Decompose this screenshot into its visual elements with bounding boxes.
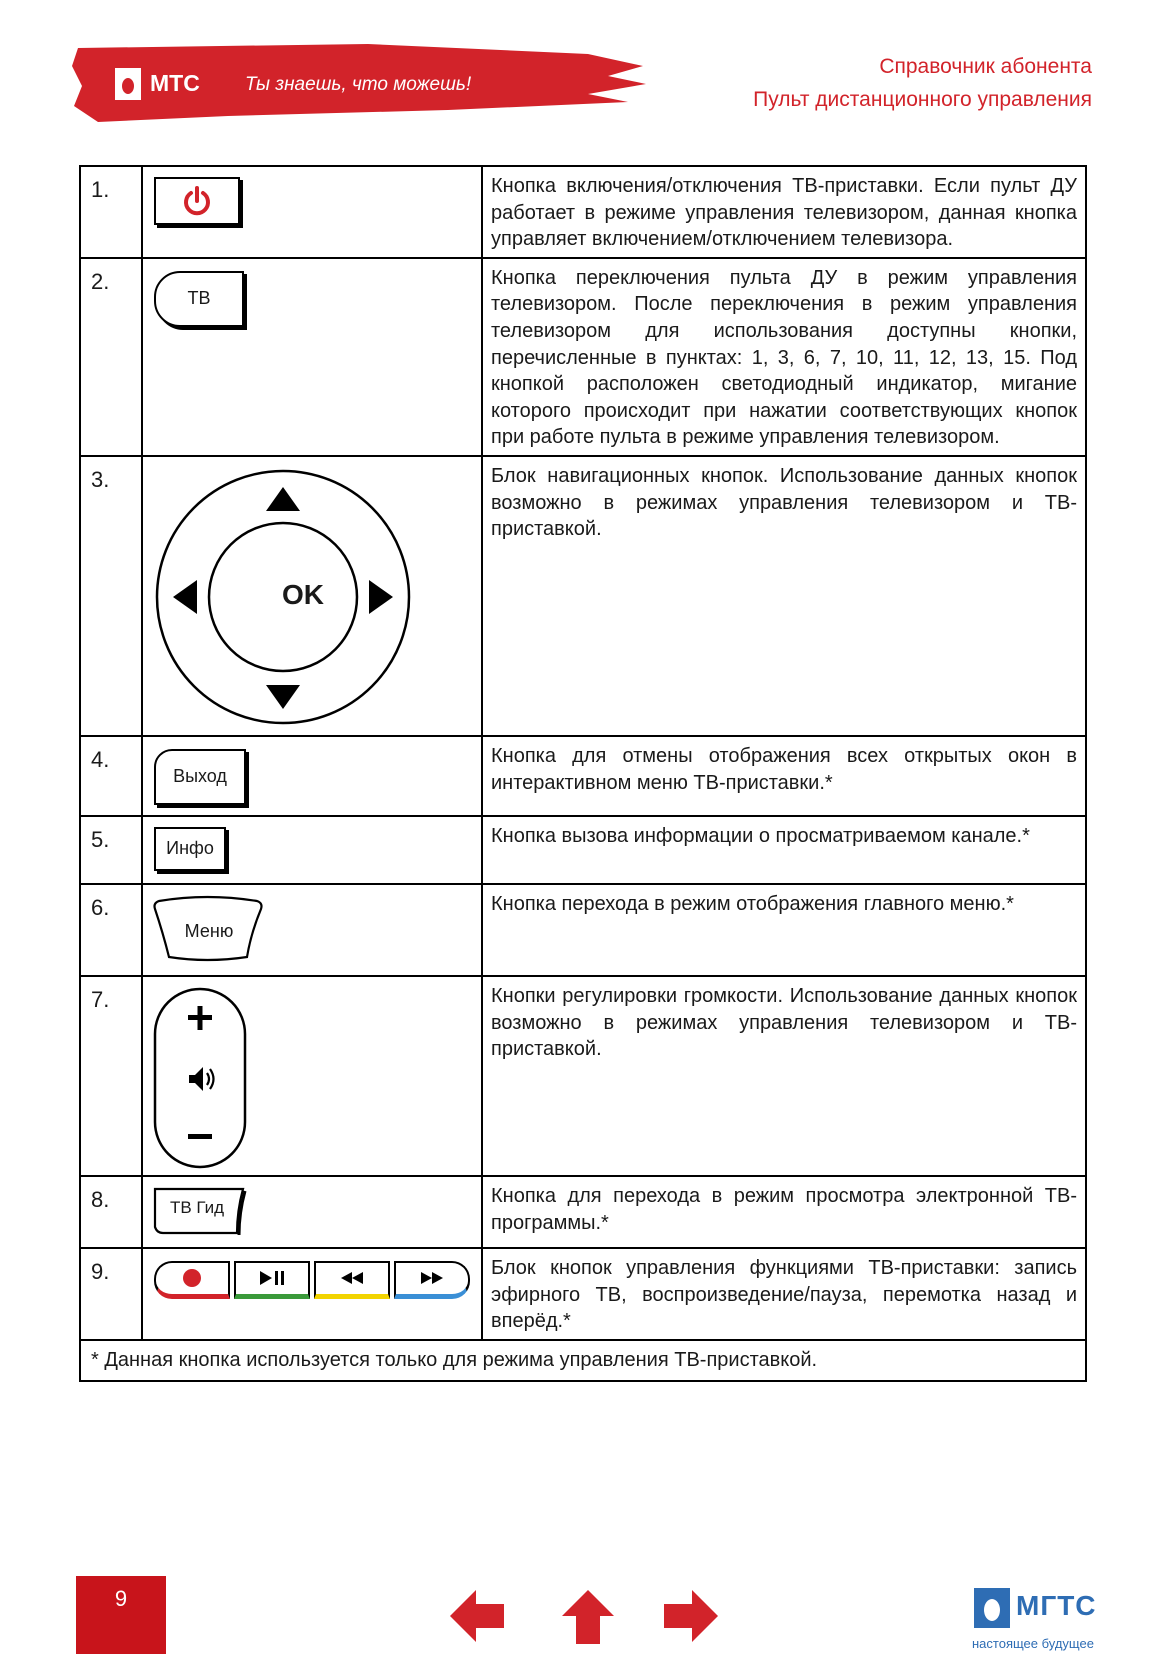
row-number: 7. [80,976,142,1176]
row-image [142,816,482,884]
mgts-slogan: настоящее будущее [972,1636,1094,1651]
exit-button: Выход [154,749,246,805]
tv-button: ТВ [154,271,244,327]
table-row [80,1176,1086,1248]
tv-guide-button: ТВ Гид [169,1197,225,1217]
mgts-logo-text: МГТС [1016,1590,1097,1621]
record-icon [182,1268,202,1288]
row-description: Кнопки регулировки громкости. Использование данных кнопок возможно в режимах управления телевизором и ТВ-приставкой. [482,976,1086,1176]
row-image [142,736,482,816]
arrow-left-icon [450,1590,504,1642]
table-row [80,884,1086,976]
mts-egg-icon [115,68,141,100]
table-row [80,166,1086,258]
menu-button: Меню [184,920,234,941]
row-description: Блок навигационных кнопок. Использование данных кнопок возможно в режимах управления телевизором и ТВ-приставкой. [482,456,1086,736]
footnote: * Данная кнопка используется только для режима управления ТВ-приставкой. [80,1340,1086,1381]
row-image [142,976,482,1176]
row-description: Кнопка вызова информации о просматриваемом канале.* [482,816,1086,884]
row-description: Кнопка перехода в режим отображения главного меню.* [482,884,1086,976]
volume-rocker [153,987,249,1171]
power-button [154,177,240,225]
volume-minus-icon [188,1134,212,1139]
row-number: 3. [80,456,142,736]
brand-slogan: Ты знаешь, что можешь! [245,74,472,95]
row-image [142,456,482,736]
row-number: 6. [80,884,142,976]
rewind-icon [340,1271,364,1285]
ok-button: OK [282,578,324,610]
row-description: Кнопка включения/отключения ТВ-приставки. Если пульт ДУ работает в режиме управления телевизором, данная кнопка управляет включением/отключением телевизора. [482,166,1086,258]
section-title: Пульт дистанционного управления [753,88,1092,111]
page-number: 9 [76,1576,166,1654]
row-number: 1. [80,166,142,258]
table-row [80,736,1086,816]
row-description: Кнопка переключения пульта ДУ в режим управления телевизором. После переключения в режим управления телевизором для использования доступны кнопки, перечисленные в пунктах: 1, 3, 6, 7, 10, 11, 12, 13, 15. Под кнопкой расположен светодиодный индикатор, мигание которого происходит при нажатии соответствующих кнопок при работе пульта в режиме управления телевизором. [482,258,1086,456]
fast-forward-icon [420,1271,444,1285]
row-image [142,884,482,976]
power-icon [180,184,214,218]
nav-forward-button[interactable] [662,1588,720,1644]
table-row [80,456,1086,736]
table-row [80,976,1086,1176]
record-button [154,1261,230,1299]
row-image [142,166,482,258]
nav-up-button[interactable] [560,1588,616,1646]
mgts-egg-icon [974,1588,1010,1628]
row-description: Блок кнопок управления функциями ТВ-приставки: запись эфирного ТВ, воспроизведение/пауза, перемотка назад и вперёд.* [482,1248,1086,1340]
rewind-button [314,1261,390,1299]
nav-back-button[interactable] [448,1588,506,1644]
row-number: 9. [80,1248,142,1340]
arrow-right-icon [664,1590,718,1642]
row-number: 8. [80,1176,142,1248]
row-number: 4. [80,736,142,816]
table-row [80,816,1086,884]
doc-title: Справочник абонента [879,55,1092,78]
row-image [142,1176,482,1248]
table-row [80,258,1086,456]
row-description: Кнопка для отмены отображения всех открытых окон в интерактивном меню ТВ-приставки.* [482,736,1086,816]
brand-logo: МТС [150,70,200,96]
mgts-logo [972,1588,1097,1654]
play-pause-icon [258,1270,286,1286]
buttons-table [79,165,1087,1382]
arrow-up-icon [562,1590,614,1644]
row-description: Кнопка для перехода в режим просмотра электронной ТВ-программы.* [482,1176,1086,1248]
header-titles [753,50,1092,116]
table-row [80,1248,1086,1340]
footnote-row [80,1340,1086,1381]
row-image [142,1248,482,1340]
row-number: 2. [80,258,142,456]
row-number: 5. [80,816,142,884]
row-image [142,258,482,456]
play-pause-button [234,1261,310,1299]
fast-forward-button [394,1261,470,1299]
info-button: Инфо [154,827,226,871]
